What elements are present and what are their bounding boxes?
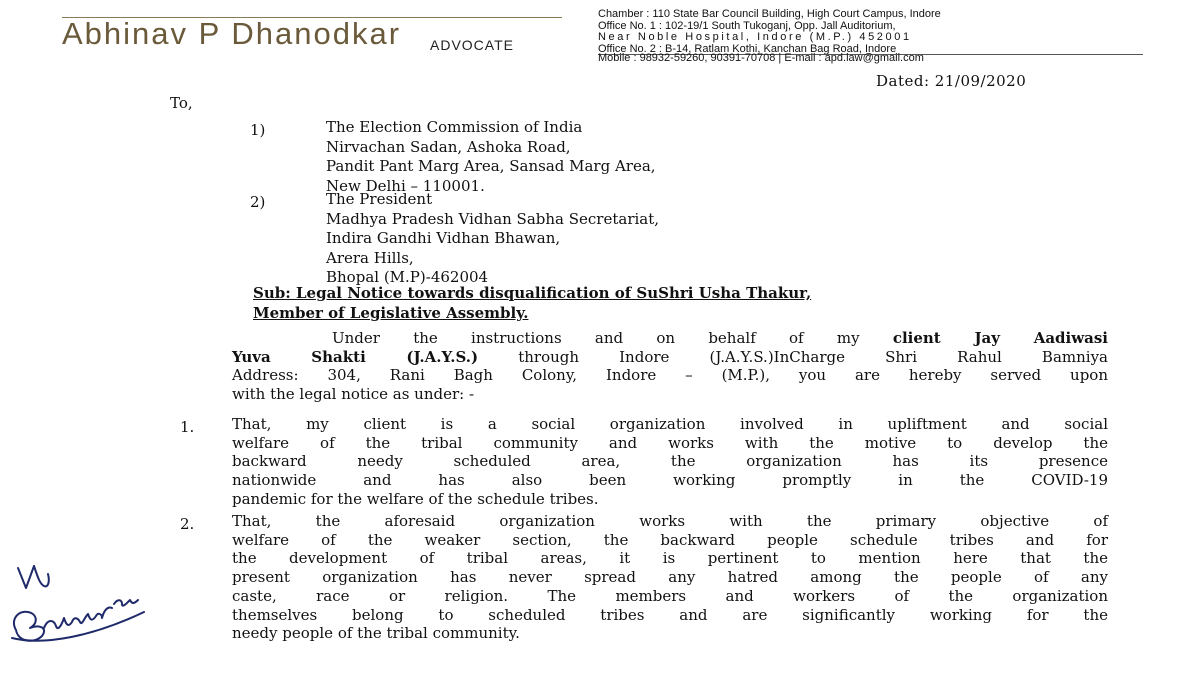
office1-address-line2: Near Noble Hospital, Indore (M.P.) 452001 (598, 32, 912, 44)
paragraph-1-line: pandemic for the welfare of the schedule tribes. (232, 489, 599, 508)
paragraph-2-line: the development of tribal areas, it is pertinent to mention here that the (232, 549, 1108, 568)
paragraph-1-line: welfare of the tribal community and works with the motive to develop the (232, 433, 1108, 452)
intro-line-2 (232, 348, 1108, 367)
paragraph-2-line: needy people of the tribal community. (232, 624, 520, 643)
paragraph-2-number: 2. (180, 515, 195, 533)
addressee-2-number: 2) (250, 193, 266, 211)
addressee-1-line: New Delhi – 110001. (326, 176, 485, 195)
client-name-continued: Yuva Shakti (J.A.Y.S.) (232, 347, 479, 366)
paragraph-1-line: backward needy scheduled area, the organization has its presence (232, 452, 1108, 471)
addressee-2-line: The President (326, 190, 433, 208)
paragraph-1-number: 1. (180, 418, 195, 436)
addressee-2-line: Bhopal (M.P)-462004 (326, 268, 489, 286)
addressee-2-block (326, 190, 659, 288)
letter-date: Dated: 21/09/2020 (876, 72, 1027, 90)
handwritten-signature (4, 558, 174, 648)
subject-line (253, 283, 811, 323)
paragraph-1 (232, 415, 1108, 509)
mobile-email: Mobile : 98932-59260, 90391-70708 | E-mail : apd.law@gmail.com (598, 52, 924, 64)
addressee-2-line: Arera Hills, (326, 248, 414, 267)
paragraph-2-line: themselves belong to scheduled tribes and are significantly working for the (232, 605, 1108, 624)
client-name: client Jay Aadiwasi (892, 329, 1109, 347)
signature-cursive-stroke (44, 607, 112, 628)
intro-line-4: with the legal notice as under: - (232, 385, 475, 404)
subject-line-2: Member of Legislative Assembly. (253, 304, 529, 322)
office1-address-line1: Office No. 1 : 102-19/1 South Tukoganj, Opp. Jall Auditorium, (598, 20, 896, 32)
salutation-to: To, (170, 94, 193, 112)
signature-cursive-stroke (114, 600, 138, 606)
intro-line-3: Address: 304, Rani Bagh Colony, Indore – (M.P.), you are hereby served upon (232, 366, 1108, 385)
subject-line-1: Sub: Legal Notice towards disqualification of SuShri Usha Thakur, (253, 284, 812, 302)
paragraph-2 (232, 512, 1108, 643)
advocate-name: Abhinav P Dhanodkar (62, 16, 402, 51)
addressee-1-block (326, 118, 656, 196)
paragraph-1-line: That, my client is a social organization involved in upliftment and social (232, 415, 1108, 433)
addressee-2-line: Madhya Pradesh Vidhan Sabha Secretariat, (326, 209, 660, 228)
paragraph-2-line: welfare of the weaker section, the backward people schedule tribes and for (232, 530, 1108, 549)
signature-loop-stroke (14, 612, 44, 641)
paragraph-2-line: caste, race or religion. The members and workers of the organization (232, 586, 1108, 605)
addressee-1-line: Nirvachan Sadan, Ashoka Road, (326, 137, 571, 156)
advocate-title: ADVOCATE (430, 37, 514, 53)
addressee-1-number: 1) (250, 121, 266, 139)
office2-address: Office No. 2 : B-14, Ratlam Kothi, Kanchan Bag Road, Indore (598, 43, 897, 55)
addressee-1-line: The Election Commission of India (326, 118, 583, 136)
intro-paragraph (232, 329, 1108, 404)
addressee-1-line: Pandit Pant Marg Area, Sansad Marg Area, (326, 157, 656, 175)
paragraph-1-line: nationwide and has also been working promptly in the COVID-19 (232, 471, 1108, 490)
intro-line-1 (232, 329, 1108, 348)
chamber-address: Chamber : 110 State Bar Council Building, High Court Campus, Indore (598, 9, 941, 20)
intro-text: through Indore (J.A.Y.S.)InCharge Shri Rahul Bamniya (478, 347, 1108, 366)
intro-text: Under the instructions and on behalf of my (332, 329, 893, 347)
paragraph-2-line: That, the aforesaid organization works with the primary objective of (232, 512, 1108, 530)
letterhead-contact-block (598, 9, 1143, 55)
signature-initial-stroke (34, 566, 49, 586)
signature-initial-stroke (18, 566, 34, 588)
addressee-2-line: Indira Gandhi Vidhan Bhawan, (326, 229, 561, 247)
paragraph-2-line: present organization has never spread any hatred among the people of any (232, 568, 1108, 587)
